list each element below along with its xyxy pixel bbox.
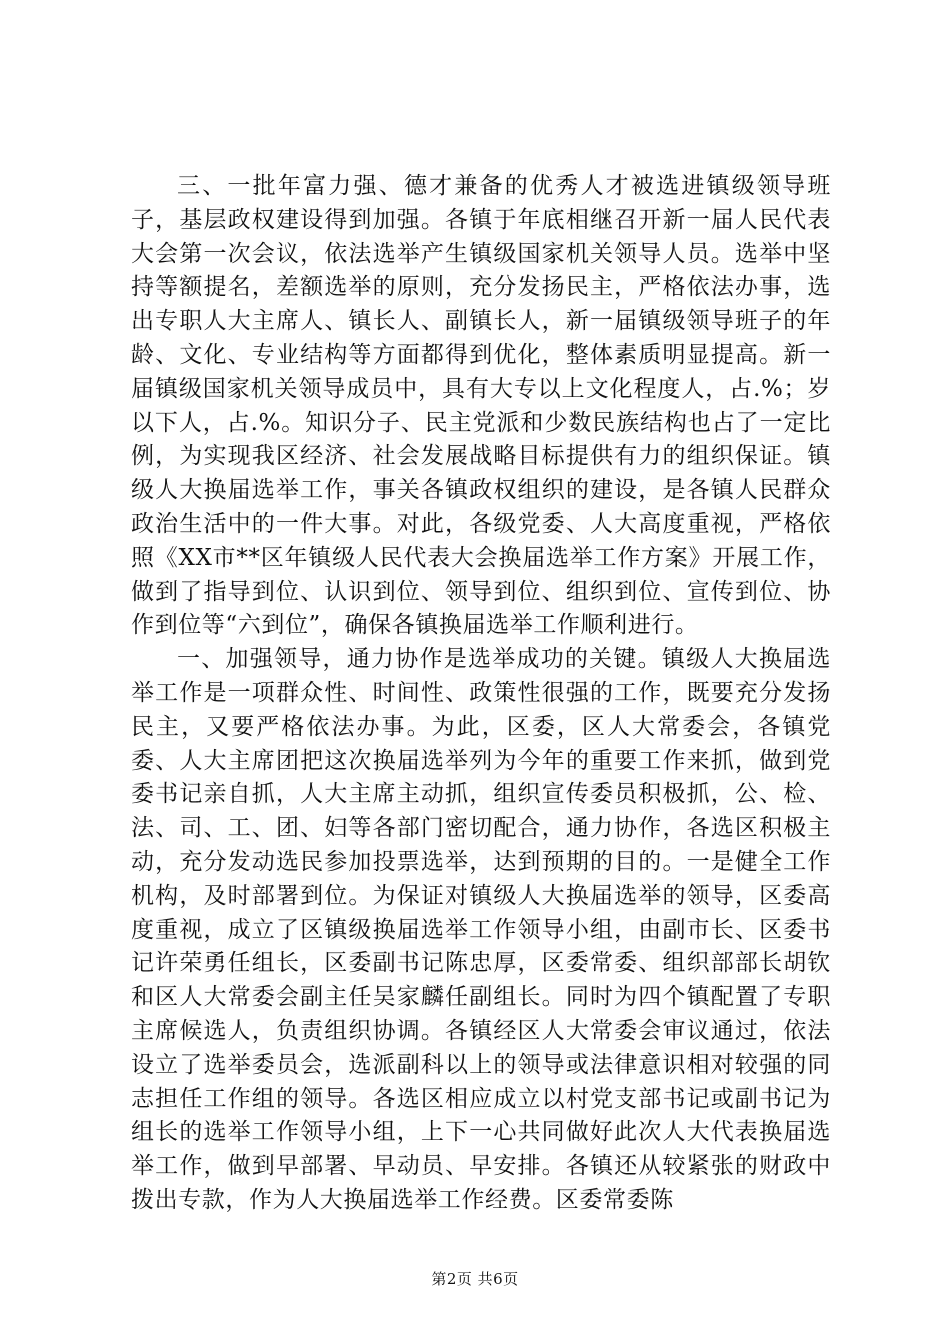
document-body xyxy=(131,170,831,1218)
paragraph-section-three: 三、一批年富力强、德才兼备的优秀人才被选进镇级领导班子，基层政权建设得到加强。各镇于年底相继召开新一届人民代表大会第一次会议，依法选举产生镇级国家机关领导人员。选举中坚持等额提名，差额选举的原则，充分发扬民主，严格依法办事，选出专职人大主席人、镇长人、副镇长人，新一届镇级领导班子的年龄、文化、专业结构等方面都得到优化，整体素质明显提高。新一届镇级国家机关领导成员中，具有大专以上文化程度人，占.%；岁以下人，占.%。知识分子、民主党派和少数民族结构也占了一定比例，为实现我区经济、社会发展战略目标提供有力的组织保证。镇级人大换届选举工作，事关各镇政权组织的建设，是各镇人民群众政治生活中的一件大事。对此，各级党委、人大高度重视，严格依照《XX市**区年镇级人民代表大会换届选举工作方案》开展工作，做到了指导到位、认识到位、领导到位、组织到位、宣传到位、协作到位等“六到位”，确保各镇换届选举工作顺利进行。 xyxy=(131,173,831,639)
paragraph-section-one: 一、加强领导，通力协作是选举成功的关键。镇级人大换届选举工作是一项群众性、时间性、政策性很强的工作，既要充分发扬民主，又要严格依法办事。为此，区委，区人大常委会，各镇党委、人大主席团把这次换届选举列为今年的重要工作来抓，做到党委书记亲自抓，人大主席主动抓，组织宣传委员积极抓，公、检、法、司、工、团、妇等各部门密切配合，通力协作，各选区积极主动，充分发动选民参加投票选举，达到预期的目的。一是健全工作机构，及时部署到位。为保证对镇级人大换届选举的领导，区委高度重视，成立了区镇级换届选举工作领导小组，由副市长、区委书记许荣勇任组长，区委副书记陈忠厚，区委常委、组织部部长胡钦和区人大常委会副主任吴家麟任副组长。同时为四个镇配置了专职主席候选人，负责组织协调。各镇经区人大常委会审议通过，依法设立了选举委员会，选派副科以上的领导或法律意识相对较强的同志担任工作组的领导。各选区相应成立以村党支部书记或副书记为组长的选举工作领导小组，上下一心共同做好此次人大代表换届选举工作，做到早部署、早动员、早安排。各镇还从较紧张的财政中拨出专款，作为人大换届选举工作经费。区委常委陈 xyxy=(131,646,831,1213)
page-footer: 第2页 共6页 xyxy=(431,1270,519,1288)
